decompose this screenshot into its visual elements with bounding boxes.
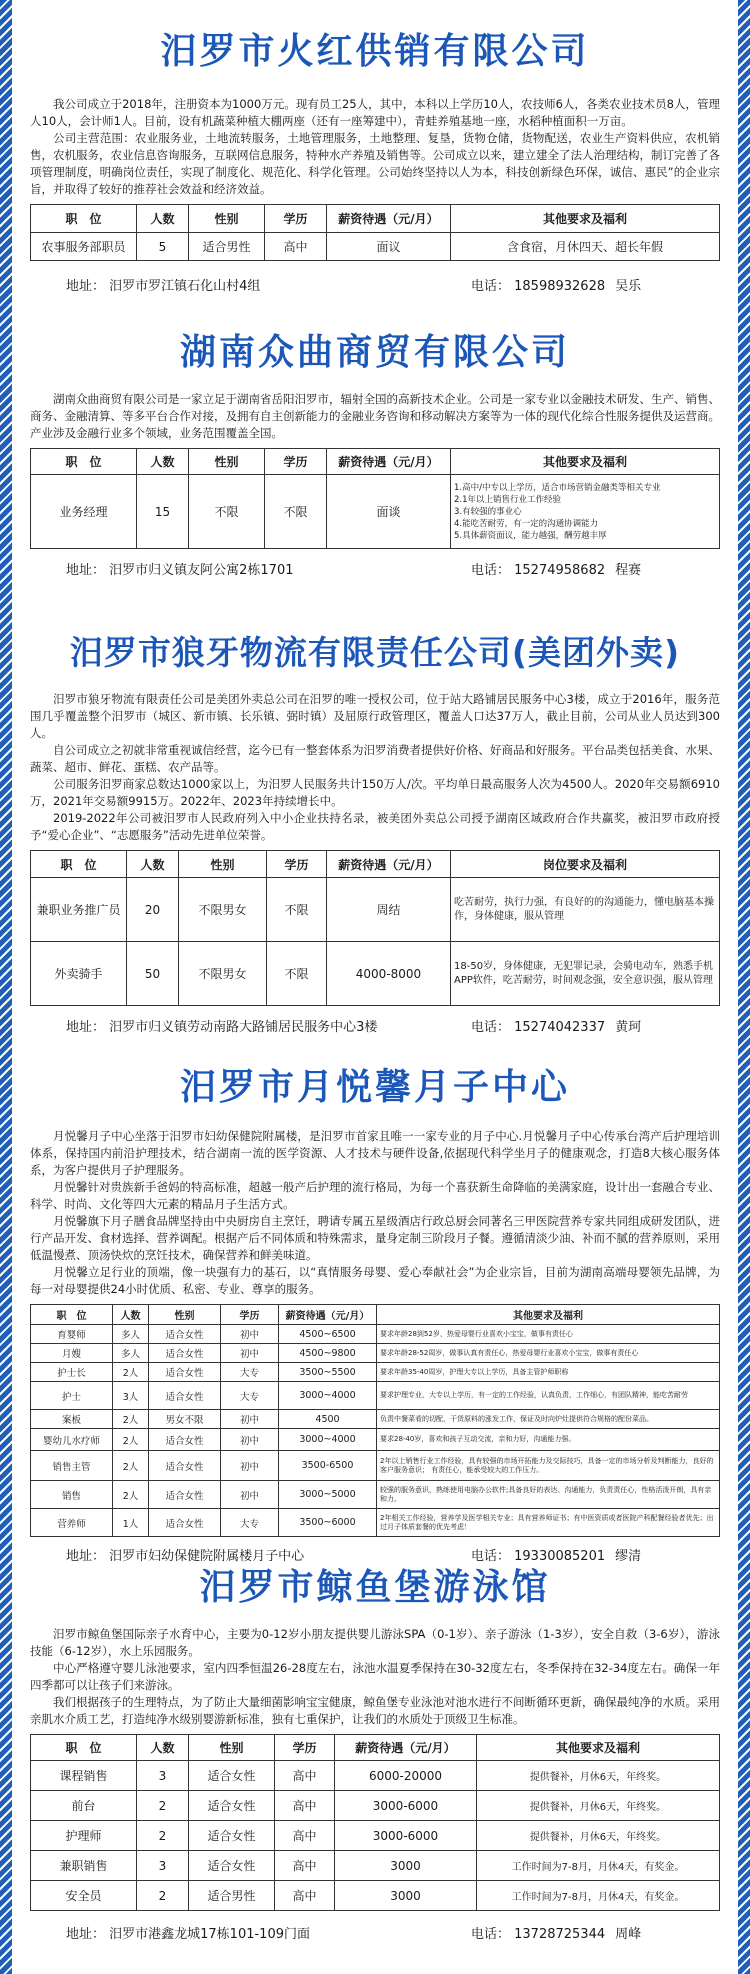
cell-count: 多人: [113, 1344, 149, 1363]
phone-number: 电话： 15274042337: [471, 1020, 606, 1035]
cell-gender: 不限男女: [179, 942, 267, 1006]
cell-benefits: 提供餐补，月休6天，年终奖。: [477, 1821, 720, 1851]
phone-number: 电话： 15274958682: [471, 563, 606, 578]
contact-line: [30, 1921, 720, 1942]
cell-education: 高中: [265, 233, 327, 261]
cell-education: 大专: [221, 1382, 279, 1410]
contact-person: 周峰: [615, 1927, 642, 1942]
cell-gender: 适合女性: [189, 1851, 275, 1881]
cell-count: 2人: [113, 1481, 149, 1509]
cell-education: 不限: [267, 878, 327, 942]
address-text: 地址： 汨罗市妇幼保健院附属楼月子中心: [66, 1549, 305, 1564]
cell-benefits: 提供餐补，月休6天，年终奖。: [477, 1791, 720, 1821]
job-table: [30, 1304, 720, 1537]
header-education: 学历: [267, 851, 327, 878]
intro-paragraph: 2019-2022年公司被汨罗市人民政府列入中小企业扶持名录，被美团外卖总公司授予湖南区域政府合作共赢奖，被汨罗市政府授予“爱心企业”、“志愿服务”活动先进单位荣誉。: [30, 811, 720, 842]
cell-gender: 适合女性: [149, 1344, 221, 1363]
header-position: 职 位: [31, 449, 137, 475]
cell-gender: 适合女性: [149, 1451, 221, 1481]
header-benefits: 其他要求及福利: [377, 1305, 720, 1325]
header-count: 人数: [137, 205, 189, 233]
company-section-zhongqu: [30, 332, 720, 578]
table-row: [31, 1821, 720, 1851]
cell-gender: 适合男性: [189, 1881, 275, 1911]
header-position: 职 位: [31, 1735, 137, 1761]
intro-paragraph: 自公司成立之初就非常重视诚信经营，迄今已有一整套体系为汨罗消费者提供好价格、好商品和好服务。平台品类包括美食、水果、蔬菜、超市、鲜花、蛋糕、农产品等。: [30, 743, 720, 774]
header-education: 学历: [265, 449, 327, 475]
address-text: 地址： 汨罗市港鑫龙城17栋101-109门面: [66, 1927, 310, 1942]
header-gender: 性别: [189, 1735, 275, 1761]
cell-salary: 面谈: [327, 475, 451, 549]
cell-count: 3: [137, 1851, 189, 1881]
cell-count: 多人: [113, 1325, 149, 1344]
cell-position: 前台: [31, 1791, 137, 1821]
cell-position: 兼职销售: [31, 1851, 137, 1881]
phone-text: [471, 275, 641, 294]
cell-position: 业务经理: [31, 475, 137, 549]
header-position: 职 位: [31, 1305, 113, 1325]
table-row: [31, 475, 720, 549]
cell-position: 兼职业务推广员: [31, 878, 127, 942]
cell-count: 2人: [113, 1410, 149, 1429]
cell-salary: 3500~6000: [279, 1509, 377, 1537]
contact-line: [30, 557, 720, 578]
cell-position: 营养师: [31, 1509, 113, 1537]
cell-position: 护理师: [31, 1821, 137, 1851]
cell-education: 高中: [275, 1821, 335, 1851]
cell-position: 案板: [31, 1410, 113, 1429]
table-row: [31, 1451, 720, 1481]
header-education: 学历: [265, 205, 327, 233]
cell-gender: 男女不限: [149, 1410, 221, 1429]
cell-salary: 3000~4000: [279, 1382, 377, 1410]
left-decorative-border: [0, 0, 12, 1974]
cell-gender: 适合男性: [189, 233, 265, 261]
cell-education: 不限: [267, 942, 327, 1006]
contact-person: 缪清: [615, 1549, 642, 1564]
cell-salary: 3500~5500: [279, 1363, 377, 1382]
company-title: 汨罗市火红供销有限公司: [160, 31, 590, 72]
cell-position: 农事服务部职员: [31, 233, 137, 261]
intro-paragraph: 月悦馨月子中心坐落于汨罗市妇幼保健院附属楼，是汨罗市首家且唯一一家专业的月子中心.月悦馨月子中心传承台湾产后护理培训体系，保持国内前沿护理技术，结合湖南一流的医学资源、人才技术与硬件设备,依据现代科学坐月子的健康观念，打造8大核心服务体系，为客户提供月子护理服务。: [30, 1129, 720, 1177]
company-section-yueyuexin: [30, 1067, 720, 1564]
cell-gender: 适合女性: [149, 1481, 221, 1509]
header-position: 职 位: [31, 205, 137, 233]
table-row: [31, 1344, 720, 1363]
cell-benefits: 工作时间为7-8月，月休4天，有奖金。: [477, 1851, 720, 1881]
header-benefits: 岗位要求及福利: [451, 851, 720, 878]
contact-person: 程赛: [615, 563, 642, 578]
cell-benefits: 要求年龄28-52周岁，做事认真有责任心，热爱母婴行业喜欢小宝宝，做事有责任心: [377, 1344, 720, 1363]
intro-paragraph: 公司服务汨罗商家总数达1000家以上，为汨罗人民服务共计150万人/次。平均单日最高服务人次为4500人。2020年交易额6910万，2021年交易额9915万。2022年、2023年持续增长中。: [30, 777, 720, 808]
cell-benefits: 2年以上销售行业工作经验，具有较强的市场开拓能力及交际技巧，具备一定的市场分析及判断能力，良好的客户服务意识； 有责任心，能承受较大的工作压力。: [377, 1451, 720, 1481]
requirement-item: 4.能吃苦耐劳，有一定的沟通协调能力: [454, 518, 599, 529]
company-intro: [30, 1128, 720, 1298]
intro-paragraph: 公司主营范围：农业服务业，土地流转服务，土地管理服务，土地整理、复垦，货物仓储，货物配送，农业生产资料供应，农机销售，农机服务，农业信息咨询服务，互联网信息服务，特种水产养殖及销售等。公司成立以来，建立建全了法人治理结构，制订完善了各项管理制度，明确岗位责任，实现了制度化、规范化、科学化管理。公司始终坚持以人为本，科技创新绿色环保，诚信、惠民”的企业宗旨，并取得了较好的推荐社会效益和经济效益。: [30, 131, 720, 196]
table-row: [31, 1881, 720, 1911]
cell-benefits: 较强的服务意识，熟练使用电脑办公软件;具备良好的表达、沟通能力，负责责任心，性格活泼开朗，具有亲和力。: [377, 1481, 720, 1509]
cell-gender: 适合女性: [149, 1363, 221, 1382]
header-position: 职 位: [31, 851, 127, 878]
table-header-row: [31, 1735, 720, 1761]
cell-benefits: [451, 475, 720, 549]
company-title: 湖南众曲商贸有限公司: [179, 332, 570, 373]
cell-benefits: 要求护理专业，大专以上学历，有一定的工作经验，认真负责，工作细心，有团队精神，能吃苦耐劳: [377, 1382, 720, 1410]
intro-paragraph: 中心严格遵守婴儿泳池要求，室内四季恒温26-28度左右，泳池水温夏季保持在30-32度左右，冬季保持在32-34度左右。确保一年四季都可以让孩子们来游泳。: [30, 1661, 720, 1692]
intro-paragraph: 我公司成立于2018年，注册资本为1000万元。现有员工25人，其中，本科以上学历10人，农技师6人，各类农业技术员8人，管理人10人，会计师1人。目前，设有机蔬菜种植大棚两座（还有一座筹建中），青蛙养殖基地一座，水稻种植面积一万亩。: [30, 97, 720, 128]
intro-paragraph: 月悦馨旗下月子膳食品牌坚持由中央厨房自主烹饪，聘请专属五星级酒店行政总厨会同著名三甲医院营养专家共同组成研发团队，进行产品开发、食材选择、营养调配。根据产后不同体质和特殊需求，量身定制三阶段月子餐。遵循清淡少油、补而不腻的营养原则，采用低温慢煮、顶汤快炊的烹饪技术，确保营养和鲜美味道。: [30, 1214, 720, 1262]
cell-position: 销售主管: [31, 1451, 113, 1481]
cell-education: 大专: [221, 1509, 279, 1537]
cell-benefits: 18-50岁，身体健康，无犯罪记录，会骑电动车，熟悉手机APP软件，吃苦耐劳，时间观念强，安全意识强，服从管理: [451, 942, 720, 1006]
job-table: [30, 448, 720, 549]
header-count: 人数: [127, 851, 179, 878]
table-row: [31, 1410, 720, 1429]
table-row: [31, 1791, 720, 1821]
company-intro: [30, 1626, 720, 1728]
cell-education: 大专: [221, 1363, 279, 1382]
cell-salary: 3000~4000: [279, 1429, 377, 1451]
requirement-item: 5.具体薪资面议，能力越强，酬劳越丰厚: [454, 530, 607, 541]
phone-number: 电话： 18598932628: [471, 279, 606, 294]
cell-count: 20: [127, 878, 179, 942]
cell-benefits: 要求年龄35-40周岁，护理大专以上学历，具备主管护师职称: [377, 1363, 720, 1382]
company-intro: [30, 391, 720, 442]
cell-position: 护士长: [31, 1363, 113, 1382]
cell-position: 月嫂: [31, 1344, 113, 1363]
cell-position: 外卖骑手: [31, 942, 127, 1006]
cell-education: 初中: [221, 1451, 279, 1481]
cell-count: 2: [137, 1881, 189, 1911]
cell-benefits: 要求28-40岁，喜欢和孩子互动交流，亲和力好，沟通能力强。: [377, 1429, 720, 1451]
company-section-huohong: [30, 0, 720, 294]
cell-count: 2人: [113, 1451, 149, 1481]
header-salary: 薪资待遇（元/月）: [327, 851, 451, 878]
phone-number: 电话： 13728725344: [471, 1927, 606, 1942]
header-gender: 性别: [189, 449, 265, 475]
cell-benefits: 含食宿，月休四天、超长年假: [451, 233, 720, 261]
table-row: [31, 878, 720, 942]
header-salary: 薪资待遇（元/月）: [335, 1735, 477, 1761]
cell-education: 初中: [221, 1344, 279, 1363]
cell-position: 育婴师: [31, 1325, 113, 1344]
header-salary: 薪资待遇（元/月）: [279, 1305, 377, 1325]
header-benefits: 其他要求及福利: [451, 449, 720, 475]
cell-benefits: 提供餐补，月休6天，年终奖。: [477, 1761, 720, 1791]
cell-education: 初中: [221, 1410, 279, 1429]
cell-count: 2: [137, 1821, 189, 1851]
cell-benefits: 2年相关工作经验，营养学及医学相关专业；具有营养师证书；有中医资质或者医院产科配餐经验者优先；出过月子体质套餐的优先考虑！: [377, 1509, 720, 1537]
phone-text: [471, 1545, 641, 1564]
contact-person: 黄珂: [615, 1020, 642, 1035]
cell-education: 高中: [275, 1851, 335, 1881]
header-salary: 薪资待遇（元/月）: [327, 205, 451, 233]
cell-salary: 3000: [335, 1881, 477, 1911]
phone-number: 电话： 19330085201: [471, 1549, 606, 1564]
table-row: [31, 1429, 720, 1451]
company-intro: [30, 691, 720, 844]
cell-salary: 6000-20000: [335, 1761, 477, 1791]
requirement-item: 2.1年以上销售行业工作经验: [454, 494, 562, 505]
header-gender: 性别: [189, 205, 265, 233]
cell-education: 高中: [275, 1761, 335, 1791]
cell-count: 3人: [113, 1382, 149, 1410]
cell-salary: 3000-6000: [335, 1821, 477, 1851]
intro-paragraph: 月悦馨立足行业的顶端，像一块强有力的基石，以“真情服务母婴、爱心奉献社会”为企业宗旨，目前为湖南高端母婴领先品牌，为每一对母婴提供24小时优质、私密、专业、尊享的服务。: [30, 1265, 720, 1296]
cell-position: 销售: [31, 1481, 113, 1509]
table-row: [31, 1481, 720, 1509]
table-row: [31, 942, 720, 1006]
contact-line: [30, 1014, 720, 1035]
intro-paragraph: 汨罗市鲸鱼堡国际亲子水育中心，主要为0-12岁小朋友提供婴儿游泳SPA（0-1岁）、亲子游泳（1-3岁），安全自救（3-6岁），游泳技能（6-12岁），水上乐园服务。: [30, 1627, 720, 1658]
cell-count: 5: [137, 233, 189, 261]
cell-count: 2人: [113, 1363, 149, 1382]
cell-count: 2人: [113, 1429, 149, 1451]
cell-salary: 3500-6500: [279, 1451, 377, 1481]
cell-salary: 4500: [279, 1410, 377, 1429]
contact-line: [30, 273, 720, 294]
table-row: [31, 233, 720, 261]
cell-salary: 3000: [335, 1851, 477, 1881]
cell-salary: 3000-6000: [335, 1791, 477, 1821]
table-row: [31, 1761, 720, 1791]
header-benefits: 其他要求及福利: [451, 205, 720, 233]
cell-position: 课程销售: [31, 1761, 137, 1791]
job-table: [30, 204, 720, 261]
cell-education: 高中: [275, 1881, 335, 1911]
header-gender: 性别: [149, 1305, 221, 1325]
cell-gender: 适合女性: [189, 1821, 275, 1851]
cell-education: 初中: [221, 1481, 279, 1509]
intro-paragraph: 汨罗市狼牙物流有限责任公司是美团外卖总公司在汨罗的唯一授权公司，位于站大路铺居民服务中心3楼，成立于2016年，服务范围几乎覆盖整个汨罗市（城区、新市镇、长乐镇、弼时镇）及屈原行政管理区，覆盖人口达37万人，截止目前，公司从业人员达到300人。: [30, 692, 720, 740]
table-row: [31, 1363, 720, 1382]
table-row: [31, 1851, 720, 1881]
phone-text: [471, 1016, 641, 1035]
table-row: [31, 1382, 720, 1410]
cell-salary: 周结: [327, 878, 451, 942]
cell-salary: 面议: [327, 233, 451, 261]
right-decorative-border: [738, 0, 750, 1974]
table-header-row: [31, 851, 720, 878]
cell-count: 50: [127, 942, 179, 1006]
header-count: 人数: [113, 1305, 149, 1325]
cell-gender: 不限男女: [179, 878, 267, 942]
phone-text: [471, 1923, 641, 1942]
company-intro: [30, 96, 720, 198]
phone-text: [471, 559, 641, 578]
cell-gender: 适合女性: [149, 1509, 221, 1537]
header-education: 学历: [221, 1305, 279, 1325]
requirement-item: 3.有较强的事业心: [454, 506, 522, 517]
cell-gender: 适合女性: [189, 1761, 275, 1791]
cell-gender: 适合女性: [149, 1429, 221, 1451]
cell-position: 婴幼儿水疗师: [31, 1429, 113, 1451]
table-header-row: [31, 1305, 720, 1325]
cell-education: 初中: [221, 1325, 279, 1344]
cell-gender: 适合女性: [149, 1382, 221, 1410]
company-title: 汨罗市鲸鱼堡游泳馆: [199, 1567, 551, 1608]
company-section-langya: [30, 633, 720, 1035]
cell-count: 15: [137, 475, 189, 549]
job-table: [30, 850, 720, 1006]
header-count: 人数: [137, 1735, 189, 1761]
cell-salary: 4500~6500: [279, 1325, 377, 1344]
cell-count: 2: [137, 1791, 189, 1821]
intro-paragraph: 我们根据孩子的生理特点，为了防止大量细菌影响宝宝健康，鲸鱼堡专业泳池对池水进行不间断循环更新，确保最纯净的水质。采用亲肌水介质工艺，打造纯净水级别婴游新标准，独有七重保护，让我们的水质处于顶级卫生标准。: [30, 1695, 720, 1726]
cell-gender: 不限: [189, 475, 265, 549]
cell-position: 安全员: [31, 1881, 137, 1911]
cell-benefits: 工作时间为7-8月，月休4天，有奖金。: [477, 1881, 720, 1911]
table-header-row: [31, 205, 720, 233]
address-text: 地址： 汨罗市归义镇劳动南路大路铺居民服务中心3楼: [66, 1020, 378, 1035]
intro-paragraph: 月悦馨针对贵族新手爸妈的特高标准，超越一般产后护理的流行格局，为每一个喜获新生命降临的美满家庭，设计出一套融合专业、科学、时尚、文化等四大元素的精品月子生活方式。: [30, 1180, 720, 1211]
cell-benefits: 要求年龄28到52岁，热爱母婴行业喜欢小宝宝，做事有责任心: [377, 1325, 720, 1344]
company-section-jingyubao: [30, 1567, 720, 1942]
cell-benefits: 吃苦耐劳，执行力强，有良好的的沟通能力，懂电脑基本操作，身体健康，服从管理: [451, 878, 720, 942]
cell-education: 高中: [275, 1791, 335, 1821]
cell-benefits: 负责中餐菜肴的切配，干货原料的涨发工作，保证及时向炉灶提供符合规格的配份菜品。: [377, 1410, 720, 1429]
cell-salary: 4000-8000: [327, 942, 451, 1006]
requirement-item: 1.高中/中专以上学历，适合市场营销金融类等相关专业: [454, 482, 661, 493]
contact-person: 吴乐: [615, 279, 642, 294]
company-title: 汨罗市狼牙物流有限责任公司(美团外卖): [69, 633, 681, 672]
job-table: [30, 1734, 720, 1911]
cell-education: 初中: [221, 1429, 279, 1451]
header-benefits: 其他要求及福利: [477, 1735, 720, 1761]
company-title: 汨罗市月悦馨月子中心: [179, 1067, 570, 1108]
contact-line: [30, 1543, 720, 1564]
table-row: [31, 1509, 720, 1537]
cell-salary: 3000~5000: [279, 1481, 377, 1509]
header-gender: 性别: [179, 851, 267, 878]
cell-count: 1人: [113, 1509, 149, 1537]
cell-gender: 适合女性: [189, 1791, 275, 1821]
header-education: 学历: [275, 1735, 335, 1761]
table-row: [31, 1325, 720, 1344]
cell-education: 不限: [265, 475, 327, 549]
header-salary: 薪资待遇（元/月）: [327, 449, 451, 475]
cell-gender: 适合女性: [149, 1325, 221, 1344]
cell-count: 3: [137, 1761, 189, 1791]
intro-paragraph: 湖南众曲商贸有限公司是一家立足于湖南省岳阳汨罗市，辐射全国的高新技术企业。公司是一家专业以金融技术研发、生产、销售、商务、金融清算、等多平台合作对接，及拥有自主创新能力的金融业务咨询和移动解决方案等为一体的现代化综合性服务提供及运营商。产业涉及金融行业多个领域，业务范围覆盖全国。: [30, 392, 720, 440]
cell-salary: 4500~9800: [279, 1344, 377, 1363]
address-text: 地址： 汨罗市归义镇友阿公寓2栋1701: [66, 563, 294, 578]
address-text: 地址： 汨罗市罗江镇石化山村4组: [66, 279, 261, 294]
cell-position: 护士: [31, 1382, 113, 1410]
table-header-row: [31, 449, 720, 475]
header-count: 人数: [137, 449, 189, 475]
